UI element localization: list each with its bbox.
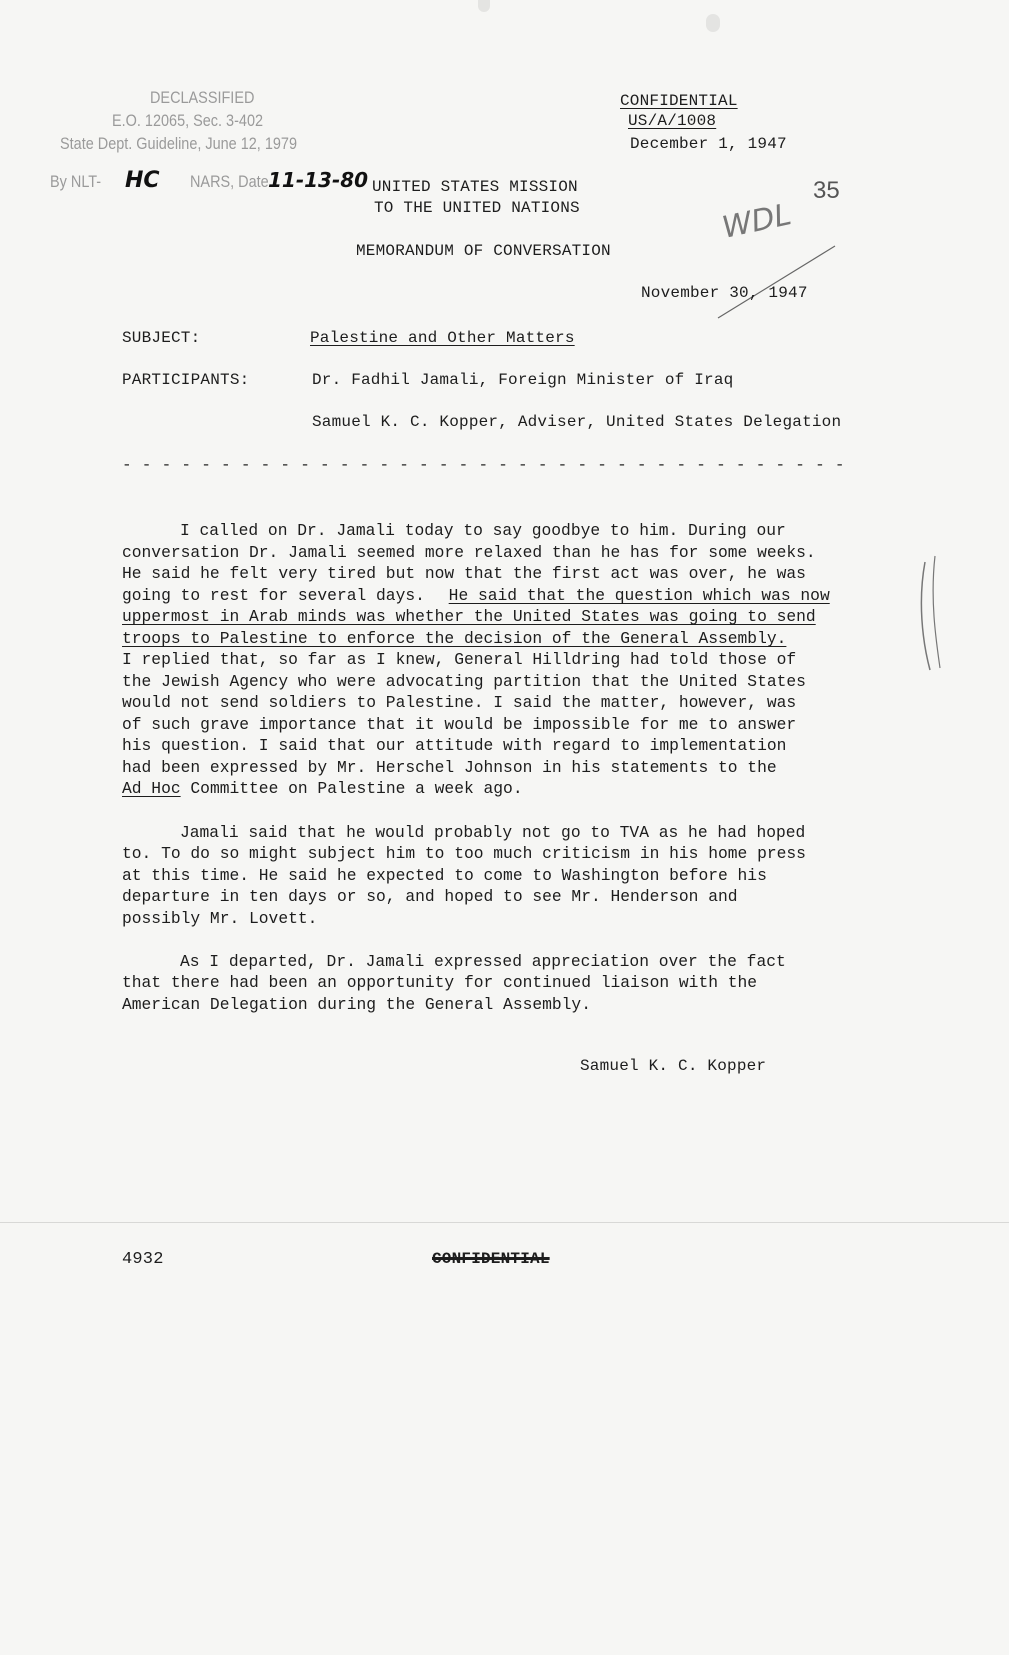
- handwritten-initials: HC: [125, 168, 160, 193]
- declassified-stamp-line4-prefix: By NLT-: [50, 172, 102, 191]
- body-line: at this time. He said he expected to come to Washington before his: [122, 866, 767, 885]
- body-line: to. To do so might subject him to too much criticism in his home press: [122, 844, 806, 863]
- body-line: the Jewish Agency who were advocating partition that the United States: [122, 672, 806, 691]
- body-line-part: Committee on Palestine a week ago.: [190, 779, 523, 798]
- mission-name-line2: TO THE UNITED NATIONS: [374, 199, 580, 217]
- body-line: that there had been an opportunity for continued liaison with the: [122, 973, 758, 992]
- handwritten-declass-date: 11-13-80: [268, 168, 369, 192]
- body-line: I replied that, so far as I knew, General Hilldring had told those of: [122, 650, 797, 669]
- body-line: departure in ten days or so, and hoped to see Mr. Henderson and: [122, 887, 738, 906]
- separator-line: - - - - - - - - - - - - - - - - - - - - - - - - - - - - - - - - - - - - -: [122, 456, 845, 474]
- body-line-underlined: uppermost in Arab minds was whether the United States was going to send: [122, 607, 816, 626]
- body-line-underlined: troops to Palestine to enforce the decision of the General Assembly.: [122, 629, 787, 648]
- subject-value: Palestine and Other Matters: [310, 329, 575, 347]
- classification-date: December 1, 1947: [630, 135, 787, 153]
- document-reference: US/A/1008: [628, 112, 717, 130]
- declassified-stamp-line1: DECLASSIFIED: [150, 88, 255, 107]
- participant-1: Dr. Fadhil Jamali, Foreign Minister of Iraq: [312, 371, 734, 389]
- body-line: had been expressed by Mr. Herschel Johnson in his statements to the: [122, 758, 777, 777]
- declassified-stamp-line3: State Dept. Guideline, June 12, 1979: [60, 134, 297, 153]
- mission-name-line1: UNITED STATES MISSION: [372, 178, 578, 196]
- handwritten-initials-wdl: WDL: [719, 197, 795, 246]
- declassified-stamp-line2: E.O. 12065, Sec. 3-402: [112, 111, 264, 130]
- declassified-stamp-line4-mid: NARS, Date: [190, 172, 269, 191]
- body-line: possibly Mr. Lovett.: [122, 909, 318, 928]
- participant-2: Samuel K. C. Kopper, Adviser, United States Delegation: [312, 413, 842, 431]
- body-line: his question. I said that our attitude with regard to implementation: [122, 736, 787, 755]
- body-line-part: going to rest for several days.: [122, 586, 425, 605]
- subject-label: SUBJECT:: [122, 329, 201, 347]
- body-line: American Delegation during the General Assembly.: [122, 995, 591, 1014]
- body-line: As I departed, Dr. Jamali expressed appreciation over the fact: [180, 952, 786, 971]
- body-line-underlined-part: He said that the question which was now: [448, 586, 830, 605]
- body-line: [122, 585, 830, 607]
- body-line: Jamali said that he would probably not go to TVA as he had hoped: [180, 823, 806, 842]
- page-number: 35: [813, 177, 840, 204]
- signature-name: Samuel K. C. Kopper: [580, 1057, 767, 1075]
- body-line: I called on Dr. Jamali today to say goodbye to him. During our: [180, 521, 786, 540]
- memo-date: November 30, 1947: [641, 284, 808, 302]
- body-line: [122, 778, 523, 800]
- participants-label: PARTICIPANTS:: [122, 371, 250, 389]
- body-line: of such grave importance that it would be impossible for me to answer: [122, 715, 797, 734]
- ad-hoc-underlined: Ad Hoc: [122, 779, 181, 798]
- body-line: He said he felt very tired but now that the first act was over, he was: [122, 564, 806, 583]
- classification-label: CONFIDENTIAL: [620, 92, 738, 110]
- body-line: conversation Dr. Jamali seemed more relaxed than he has for some weeks.: [122, 543, 816, 562]
- body-line: would not send soldiers to Palestine. I said the matter, however, was: [122, 693, 797, 712]
- memo-title: MEMORANDUM OF CONVERSATION: [356, 242, 611, 260]
- footer-classification-struck: CONFIDENTIAL: [432, 1250, 550, 1268]
- footer-number: 4932: [122, 1250, 164, 1269]
